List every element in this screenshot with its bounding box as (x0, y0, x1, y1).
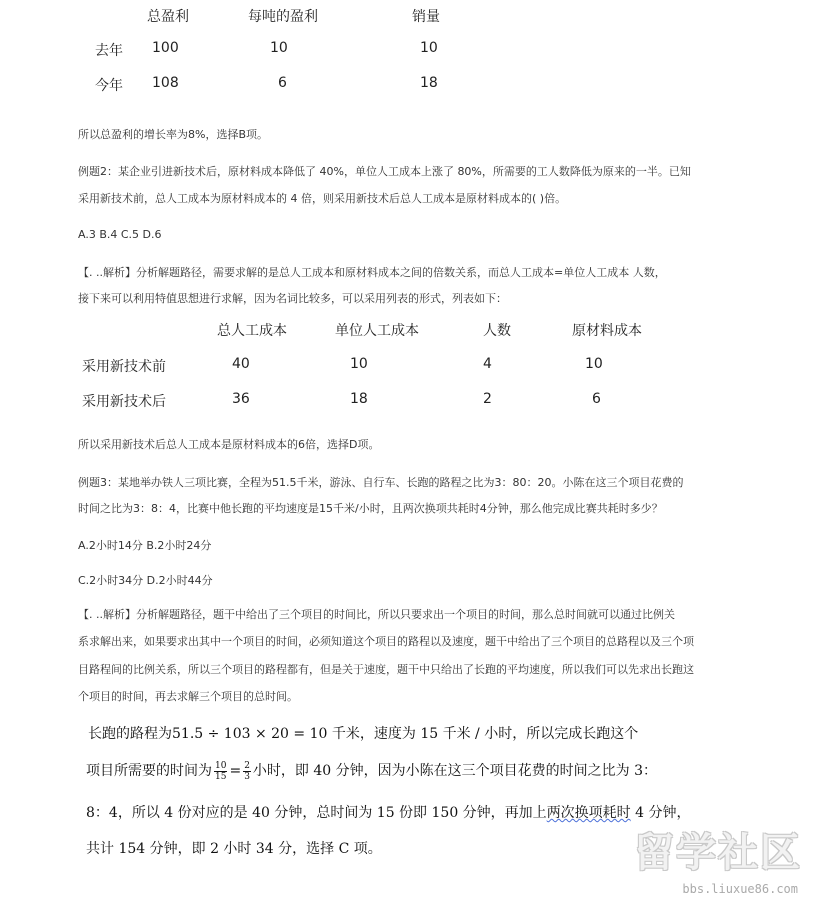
table2-row-label: 采用新技术前 (82, 359, 166, 375)
example2-line1: 例题2：某企业引进新技术后，原材料成本降低了 40%，单位人工成本上涨了 80%，所需要的工人数降低为原来的一半。已知 (78, 165, 691, 178)
table2-cell: 36 (232, 391, 250, 407)
table2-cell: 6 (592, 391, 601, 407)
table2-cell: 40 (232, 356, 250, 372)
table2-cell: 10 (350, 356, 368, 372)
watermark-logo: 留学社区 (634, 830, 802, 876)
example2-analysis-line1: 【. ..解析】分析解题路径，需要求解的是总人工成本和原材料成本之间的倍数关系，而总人工成本=单位人工成本 人数， (78, 266, 666, 279)
table2-cell: 4 (483, 356, 492, 372)
spellcheck-underlined-text: 两次换项耗时 (546, 805, 631, 821)
table1-header-total-profit: 总盈利 (147, 9, 189, 25)
table1-cell: 108 (152, 75, 179, 91)
table2-header-material-cost: 原材料成本 (572, 323, 642, 339)
fraction-ten-fifteenths: $\frac{10}{15}$ (215, 760, 227, 782)
table1-header-sales: 销量 (412, 9, 440, 25)
table1-cell: 18 (420, 75, 438, 91)
conclusion-1: 所以总盈利的增长率为8%，选择B项。 (78, 128, 268, 141)
example3-analysis-line1: 【. ..解析】分析解题路径，题干中给出了三个项目的时间比，所以只要求出一个项目的时间，那么总时间就可以通过比例关 (78, 608, 675, 621)
solution-line3: 8：4，所以 4 份对应的是 40 分钟，总时间为 15 份即 150 分钟，再加上两次换项耗时 4 分钟， (86, 805, 691, 821)
table2-cell: 18 (350, 391, 368, 407)
table2-header-total-labor-cost: 总人工成本 (217, 323, 287, 339)
solution-line2-prefix: 项目所需要的时间为 (86, 763, 212, 779)
example3-analysis-line2: 系求解出来，如果要求出其中一个项目的时间，必须知道这个项目的路程以及速度，题干中给出了三个项目的总路程以及三个项 (78, 635, 694, 648)
solution-line1: 长跑的路程为51.5 ÷ 103 × 20 = 10 千米，速度为 15 千米 / 小时，所以完成长跑这个 (88, 726, 639, 742)
example3-options-cd: C.2小时34分 D.2小时44分 (78, 574, 213, 587)
table1-cell: 100 (152, 40, 179, 56)
table1-row-label: 去年 (95, 43, 123, 59)
equals-sign: = (229, 763, 242, 779)
table1-cell: 10 (270, 40, 288, 56)
table1-cell: 6 (278, 75, 287, 91)
table1-row-label: 今年 (95, 78, 123, 94)
solution-line2 (86, 760, 657, 782)
table2-row-label: 采用新技术后 (82, 394, 166, 410)
example3-line1: 例题3：某地举办铁人三项比赛，全程为51.5千米，游泳、自行车、长跑的路程之比为3：80：20。小陈在这三个项目花费的 (78, 476, 684, 489)
conclusion-2: 所以采用新技术后总人工成本是原材料成本的6倍，选择D项。 (78, 438, 380, 451)
solution-line2-suffix: 小时，即 40 分钟，因为小陈在这三个项目花费的时间之比为 3： (252, 763, 657, 779)
table2-cell: 2 (483, 391, 492, 407)
example3-analysis-line3: 目路程间的比例关系，所以三个项目的路程都有，但是关于速度，题干中只给出了长跑的平均速度，所以我们可以先求出长跑这 (78, 663, 694, 676)
table2-header-headcount: 人数 (483, 323, 511, 339)
example2-analysis-line2: 接下来可以利用特值思想进行求解，因为名词比较多，可以采用列表的形式，列表如下： (78, 292, 507, 305)
example3-analysis-line4: 个项目的时间，再去求解三个项目的总时间。 (78, 690, 298, 703)
table1-header-profit-per-ton: 每吨的盈利 (248, 9, 318, 25)
table2-cell: 10 (585, 356, 603, 372)
fraction-two-thirds: $\frac{2}{3}$ (244, 760, 250, 782)
solution-line4: 共计 154 分钟，即 2 小时 34 分，选择 C 项。 (86, 841, 382, 857)
watermark-url: bbs.liuxue86.com (682, 882, 798, 896)
example3-line2: 时间之比为3：8：4，比赛中他长跑的平均速度是15千米/小时，且两次换项共耗时4分钟，那么他完成比赛共耗时多少？ (78, 502, 663, 515)
example3-options-ab: A.2小时14分 B.2小时24分 (78, 539, 212, 552)
example2-options: A.3 B.4 C.5 D.6 (78, 228, 162, 241)
table1-cell: 10 (420, 40, 438, 56)
table2-header-unit-labor-cost: 单位人工成本 (335, 323, 419, 339)
example2-line2: 采用新技术前，总人工成本为原材料成本的 4 倍，则采用新技术后总人工成本是原材料成本的( )倍。 (78, 192, 567, 205)
